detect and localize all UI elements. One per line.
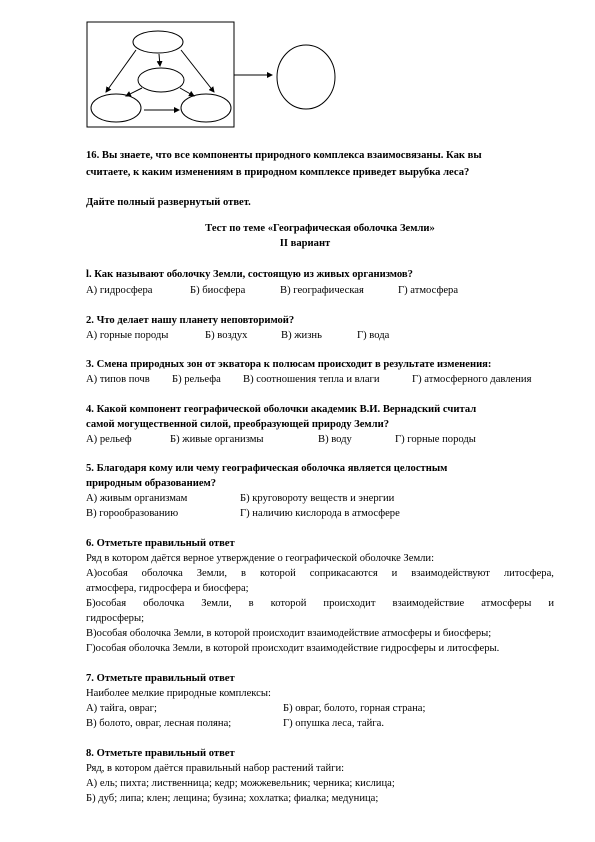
- word: атмосферы: [481, 598, 532, 609]
- q5-option-b: Б) круговороту веществ и энергии: [240, 493, 395, 504]
- q2-option-g: Г) вода: [357, 330, 390, 341]
- diagram-oval-left: [91, 94, 141, 122]
- word: происходит: [323, 598, 376, 609]
- word: оболочка: [141, 568, 183, 579]
- q8-option-a: А) ель; пихта; лиственница; кедр; можжевельник; черника; кислица;: [86, 778, 395, 789]
- q3-option-b: Б) рельефа: [172, 374, 221, 385]
- word: и: [391, 568, 398, 579]
- q8-option-b: Б) дуб; липа; клен; лещина; бузина; хохлатка; фиалка; медуница;: [86, 793, 379, 804]
- q1-text: l. Как называют оболочку Земли, состоящую из живых организмов?: [86, 269, 413, 280]
- q1-option-b: Б) биосфера: [190, 285, 246, 296]
- q7-title: 7. Отметьте правильный ответ: [86, 673, 235, 684]
- word: Б)особая: [86, 598, 127, 609]
- test-variant: II вариант: [279, 238, 331, 249]
- q6-option-a-line2: атмосфера, гидросфера и биосфера;: [86, 583, 249, 594]
- q3-option-v: В) соотношения тепла и влаги: [243, 374, 380, 385]
- q16-line1: 16. Вы знаете, что все компоненты природного комплекса взаимосвязаны. Как вы: [86, 150, 482, 161]
- diagram-arrow: [180, 88, 194, 96]
- word: в: [241, 568, 247, 579]
- q6-option-b-line2: гидросферы;: [86, 613, 145, 624]
- word: оболочка: [143, 598, 185, 609]
- q6-stem: Ряд в котором даётся верное утверждение о географической оболочке Земли:: [86, 553, 435, 564]
- diagram-oval-middle: [138, 68, 184, 92]
- q8-title: 8. Отметьте правильный ответ: [86, 748, 235, 759]
- q3-text: 3. Смена природных зон от экватора к полюсам происходит в результате изменения:: [86, 359, 492, 370]
- word: которой: [270, 598, 307, 609]
- q6-title: 6. Отметьте правильный ответ: [86, 538, 235, 549]
- q3-option-g: Г) атмосферного давления: [412, 374, 532, 385]
- word: взаимодействие: [392, 598, 465, 609]
- q4-option-a: А) рельеф: [86, 434, 132, 445]
- q3-option-a: А) типов почв: [86, 374, 150, 385]
- q1-option-v: В) географическая: [280, 285, 364, 296]
- q1-option-a: А) гидросфера: [86, 285, 153, 296]
- diagram-arrow: [126, 88, 142, 96]
- word: литосфера,: [503, 568, 554, 579]
- word: которой: [259, 568, 296, 579]
- q7-stem: Наиболее мелкие природные комплексы:: [86, 688, 271, 699]
- q2-text: 2. Что делает нашу планету неповторимой?: [86, 315, 295, 326]
- q6-option-b-line1: [86, 597, 554, 610]
- q5-option-v: В) горообразованию: [86, 508, 179, 519]
- word: взаимодействуют: [411, 568, 490, 579]
- diagram-arrow: [106, 50, 136, 92]
- q4-option-b: Б) живые организмы: [170, 434, 264, 445]
- word: А)особая: [86, 568, 128, 579]
- word: в: [248, 598, 254, 609]
- q2-option-a: А) горные породы: [86, 330, 169, 341]
- q6-option-v: В)особая оболочка Земли, в которой происходит взаимодействие атмосферы и биосферы;: [86, 628, 492, 639]
- diagram-result-circle: [277, 45, 335, 109]
- q4-text-line2: самой могущественной силой, преобразующей природу Земли?: [86, 419, 389, 430]
- word: Земли,: [196, 568, 228, 579]
- q5-text-line2: природным образованием?: [86, 478, 217, 489]
- q6-option-g: Г)особая оболочка Земли, в которой происходит взаимодействие гидросферы и литосферы.: [86, 643, 500, 654]
- word: и: [548, 598, 554, 609]
- q2-option-v: В) жизнь: [281, 330, 322, 341]
- word: соприкасаются: [309, 568, 378, 579]
- q5-option-g: Г) наличию кислорода в атмосфере: [240, 508, 400, 519]
- diagram-arrow: [159, 54, 160, 66]
- q8-stem: Ряд, в котором даётся правильный набор растений тайги:: [86, 763, 345, 774]
- diagram-svg: [86, 20, 336, 135]
- diagram-oval-top: [133, 31, 183, 53]
- test-title: Тест по теме «Географическая оболочка Земли»: [205, 223, 435, 234]
- q2-option-b: Б) воздух: [205, 330, 248, 341]
- q6-option-a-line1: [86, 567, 554, 580]
- q16-answer-prompt: Дайте полный развернутый ответ.: [86, 197, 251, 208]
- q7-option-b: Б) овраг, болото, горная страна;: [283, 703, 426, 714]
- q16-line2: считаете, к каким изменениям в природном комплексе приведет вырубка леса?: [86, 167, 470, 178]
- q5-option-a: А) живым организмам: [86, 493, 188, 504]
- q4-text-line1: 4. Какой компонент географической оболочки академик В.И. Вернадский считал: [86, 404, 477, 415]
- q4-option-v: В) воду: [318, 434, 352, 445]
- q5-text-line1: 5. Благодаря кому или чему географическая оболочка является целостным: [86, 463, 448, 474]
- diagram-oval-right: [181, 94, 231, 122]
- diagram-arrow: [181, 50, 214, 92]
- q1-option-g: Г) атмосфера: [398, 285, 459, 296]
- word: Земли,: [201, 598, 232, 609]
- q7-option-v: В) болото, овраг, лесная поляна;: [86, 718, 232, 729]
- q4-option-g: Г) горные породы: [395, 434, 476, 445]
- components-diagram: [86, 20, 336, 135]
- q7-option-a: А) тайга, овраг;: [86, 703, 157, 714]
- q7-option-g: Г) опушка леса, тайга.: [283, 718, 384, 729]
